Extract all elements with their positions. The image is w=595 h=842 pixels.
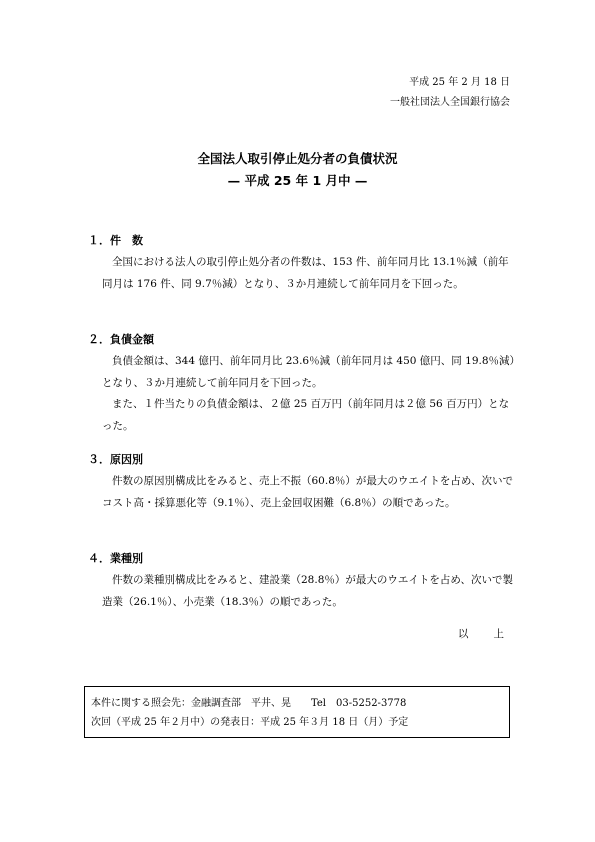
document-subtitle: — 平成 25 年 1 月中 —	[227, 173, 368, 188]
section-count	[88, 233, 518, 295]
section-heading: ４．業種別	[88, 552, 143, 565]
contact-box	[84, 686, 510, 738]
section-heading: ２．負債金額	[88, 333, 154, 346]
closing-mark	[458, 627, 504, 641]
section-heading: １．件 数	[88, 234, 143, 247]
section-debt-amount	[88, 332, 518, 437]
closing-char: 上	[493, 628, 504, 640]
issuing-organization: 一般社団法人全国銀行協会	[390, 97, 510, 108]
section-paragraph: 全国における法人の取引停止処分者の件数は、153 件、前年同月比 13.1％減（前年同月は 176 件、同 9.7％減）となり、３か月連続して前年同月を下回った。	[102, 256, 509, 290]
section-by-industry	[88, 551, 518, 613]
document-title: 全国法人取引停止処分者の負債状況	[197, 151, 398, 166]
closing-char: 以	[458, 628, 469, 640]
next-release-info: 次回（平成 25 年２月中）の発表日：平成 25 年３月 18 日（月）予定	[91, 717, 409, 728]
section-heading: ３．原因別	[88, 453, 143, 466]
section-paragraph: また、１件当たりの負債金額は、２億 25 百万円（前年同月は２億 56 百万円）となった。	[102, 398, 510, 432]
section-paragraph: 件数の原因別構成比をみると、売上不振（60.8％）が最大のウエイトを占め、次いでコスト高・採算悪化等（9.1％）、売上金回収困難（6.8％）の順であった。	[102, 475, 513, 509]
issue-date: 平成 25 年 2 月 18 日	[409, 77, 510, 88]
contact-info: 本件に関する照会先：金融調査部 平井、晃 Tel 03-5252-3778	[91, 698, 407, 709]
section-paragraph: 件数の業種別構成比をみると、建設業（28.8％）が最大のウエイトを占め、次いで製造業（26.1％）、小売業（18.3％）の順であった。	[102, 574, 513, 608]
section-by-cause	[88, 452, 518, 514]
section-paragraph: 負債金額は、344 億円、前年同月比 23.6％減（前年同月は 450 億円、同 19.8％減）となり、３か月連続して前年同月を下回った。	[102, 355, 515, 389]
